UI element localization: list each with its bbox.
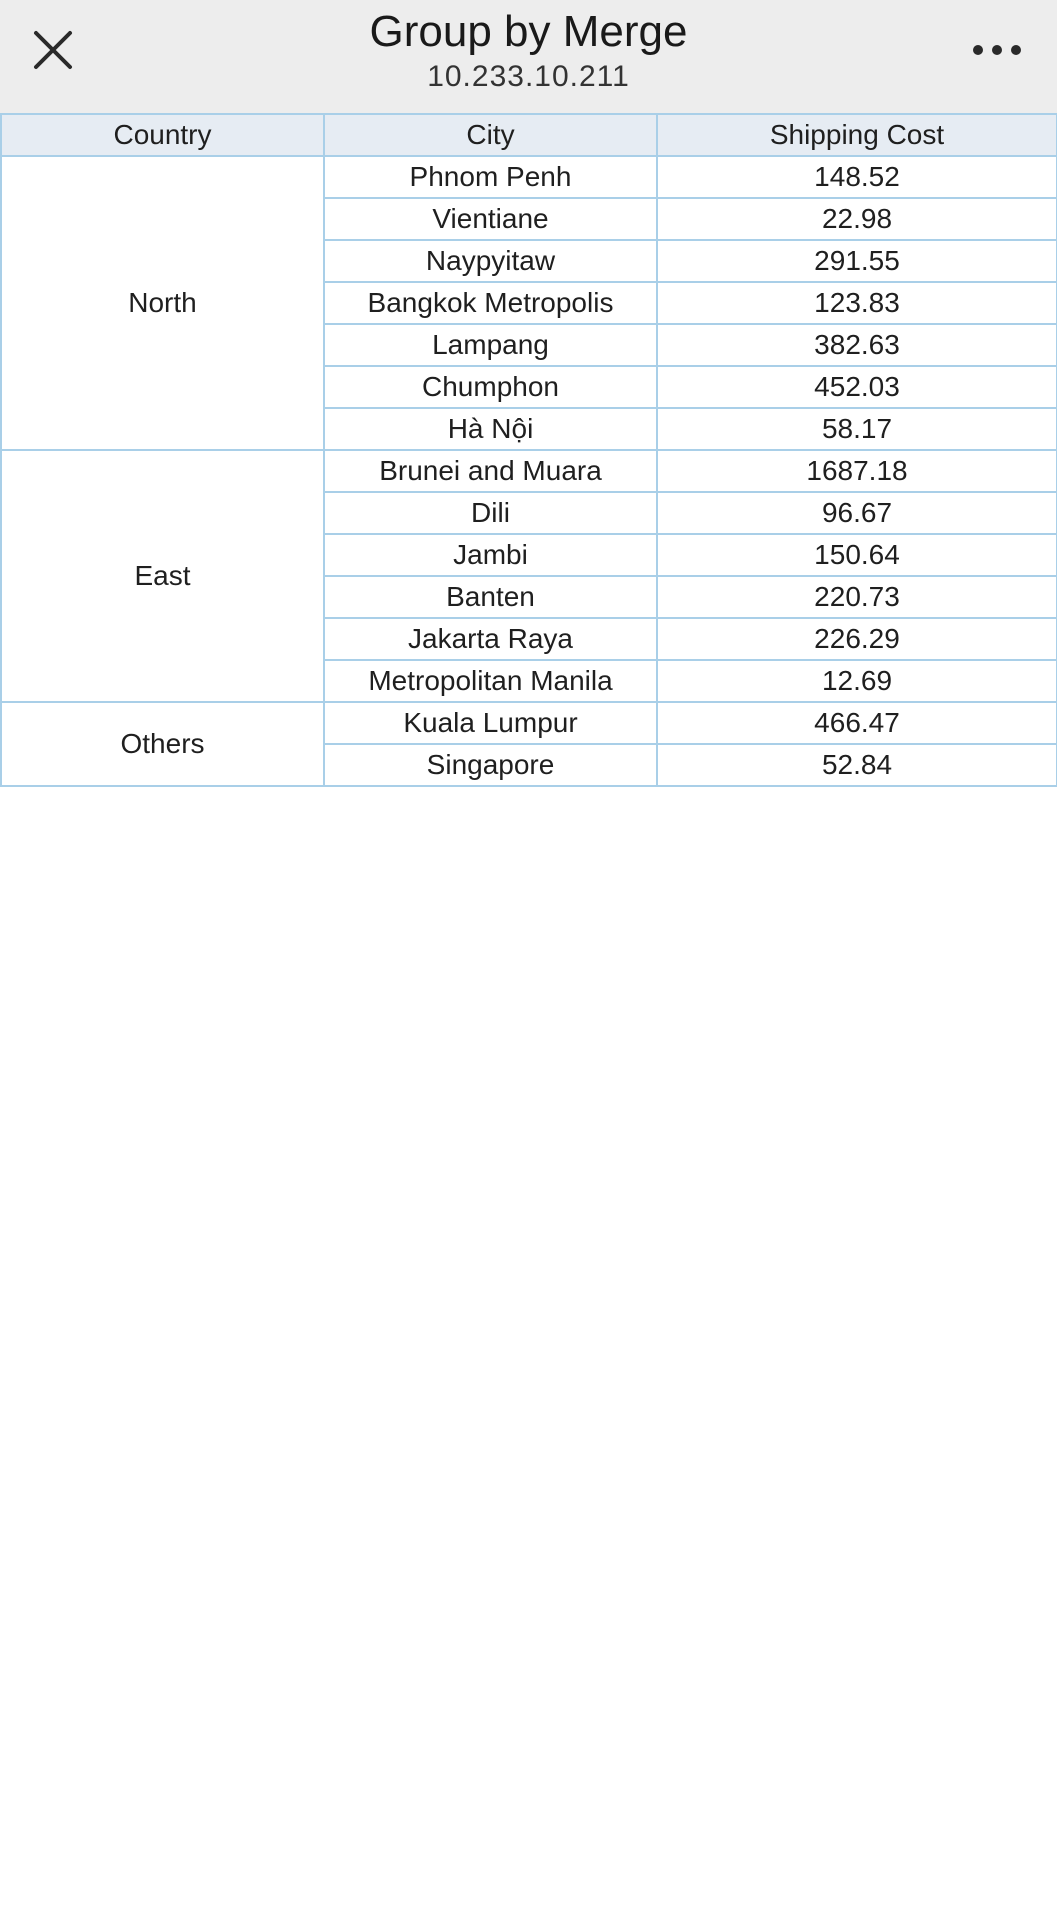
shipping-cost-cell[interactable]: 226.29: [657, 618, 1057, 660]
city-cell[interactable]: Hà Nội: [324, 408, 657, 450]
shipping-cost-cell[interactable]: 382.63: [657, 324, 1057, 366]
city-cell[interactable]: Brunei and Muara: [324, 450, 657, 492]
city-cell[interactable]: Dili: [324, 492, 657, 534]
country-group-cell[interactable]: Others: [1, 702, 324, 786]
page-subtitle: 10.233.10.211: [427, 60, 630, 93]
shipping-cost-cell[interactable]: 150.64: [657, 534, 1057, 576]
city-cell[interactable]: Chumphon: [324, 366, 657, 408]
shipping-cost-cell[interactable]: 58.17: [657, 408, 1057, 450]
city-cell[interactable]: Singapore: [324, 744, 657, 786]
shipping-cost-cell[interactable]: 96.67: [657, 492, 1057, 534]
shipping-cost-cell[interactable]: 291.55: [657, 240, 1057, 282]
shipping-cost-cell[interactable]: 52.84: [657, 744, 1057, 786]
shipping-cost-cell[interactable]: 452.03: [657, 366, 1057, 408]
column-header-shipping-cost[interactable]: Shipping Cost: [657, 114, 1057, 156]
country-group-cell[interactable]: East: [1, 450, 324, 702]
shipping-cost-cell[interactable]: 1687.18: [657, 450, 1057, 492]
close-icon: [32, 29, 74, 71]
shipping-cost-cell[interactable]: 148.52: [657, 156, 1057, 198]
shipping-cost-cell[interactable]: 123.83: [657, 282, 1057, 324]
column-header-city[interactable]: City: [324, 114, 657, 156]
group-table: [0, 113, 1057, 787]
country-group-cell[interactable]: North: [1, 156, 324, 450]
shipping-cost-cell[interactable]: 22.98: [657, 198, 1057, 240]
more-horizontal-icon: [971, 43, 1023, 57]
column-header-country[interactable]: Country: [1, 114, 324, 156]
city-cell[interactable]: Jakarta Raya: [324, 618, 657, 660]
data-table-container: [0, 113, 1057, 787]
city-cell[interactable]: Vientiane: [324, 198, 657, 240]
title-block: [180, 6, 877, 96]
table-row[interactable]: [1, 450, 1057, 492]
close-button[interactable]: [22, 22, 84, 78]
city-cell[interactable]: Phnom Penh: [324, 156, 657, 198]
city-cell[interactable]: Bangkok Metropolis: [324, 282, 657, 324]
city-cell[interactable]: Naypyitaw: [324, 240, 657, 282]
city-cell[interactable]: Banten: [324, 576, 657, 618]
table-row[interactable]: [1, 702, 1057, 744]
city-cell[interactable]: Jambi: [324, 534, 657, 576]
city-cell[interactable]: Lampang: [324, 324, 657, 366]
shipping-cost-cell[interactable]: 466.47: [657, 702, 1057, 744]
page-title: Group by Merge: [369, 7, 688, 56]
table-body: [1, 156, 1057, 786]
table-row[interactable]: [1, 156, 1057, 198]
more-button[interactable]: [959, 24, 1035, 76]
top-bar: [0, 0, 1057, 113]
table-header-row: [1, 114, 1057, 156]
shipping-cost-cell[interactable]: 12.69: [657, 660, 1057, 702]
city-cell[interactable]: Metropolitan Manila: [324, 660, 657, 702]
shipping-cost-cell[interactable]: 220.73: [657, 576, 1057, 618]
city-cell[interactable]: Kuala Lumpur: [324, 702, 657, 744]
